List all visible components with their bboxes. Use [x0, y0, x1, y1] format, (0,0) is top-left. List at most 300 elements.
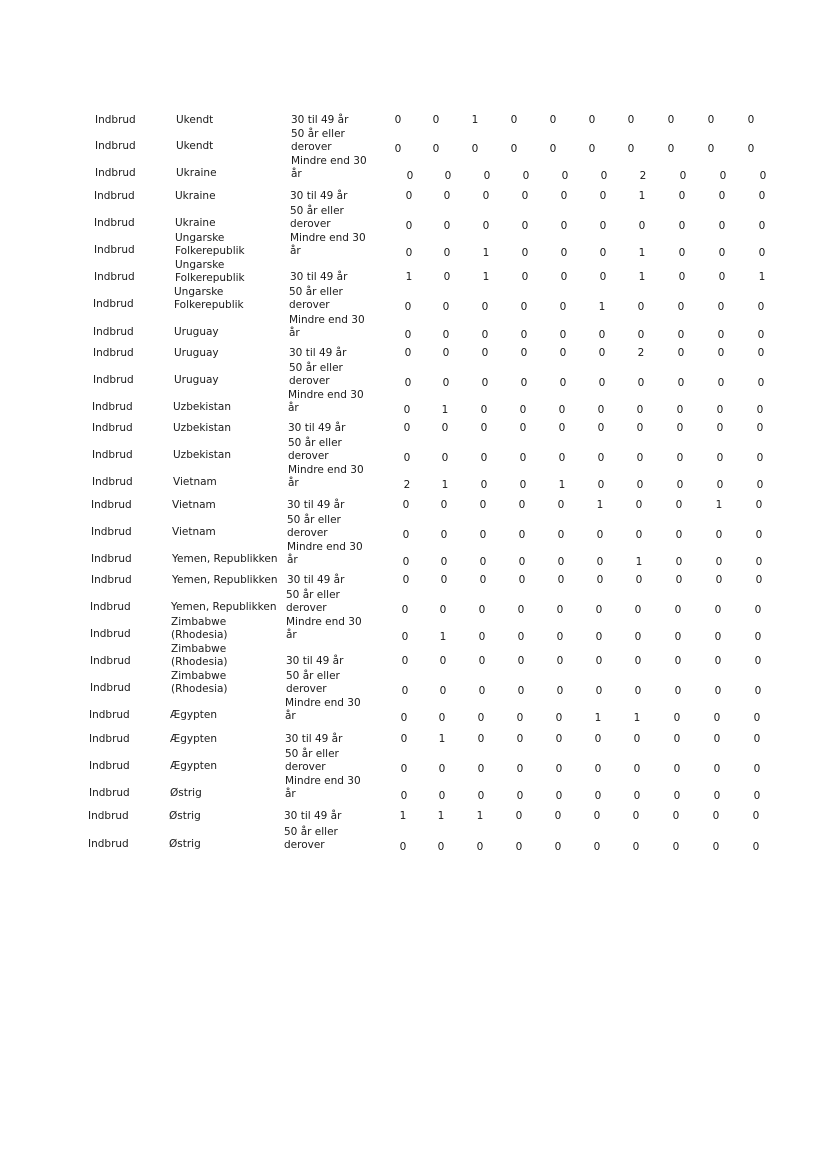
offense-type-cell: Indbrud: [94, 217, 135, 229]
country-cell: Ukraine: [175, 190, 216, 202]
country-cell: Yemen, Republikken: [171, 601, 277, 613]
count-cell: 0: [594, 790, 602, 802]
table-row: [0, 589, 828, 627]
count-cell: 0: [637, 329, 645, 341]
count-cell: 1: [476, 810, 484, 822]
country-cell: Yemen, Republikken: [172, 553, 278, 565]
table-row: [0, 286, 828, 324]
count-cell: 0: [678, 220, 686, 232]
count-cell: 0: [637, 377, 645, 389]
count-cell: 0: [715, 574, 723, 586]
count-cell: 0: [561, 170, 569, 182]
count-cell: 0: [596, 529, 604, 541]
count-cell: 0: [515, 810, 523, 822]
count-cell: 0: [596, 556, 604, 568]
count-cell: 0: [627, 143, 635, 155]
count-cell: 0: [677, 329, 685, 341]
table-row: [0, 499, 828, 525]
count-cell: 0: [441, 452, 449, 464]
count-cell: 0: [594, 733, 602, 745]
count-cell: 0: [400, 733, 408, 745]
count-cell: 0: [480, 452, 488, 464]
count-cell: 0: [559, 347, 567, 359]
count-cell: 0: [713, 790, 721, 802]
count-cell: 0: [635, 574, 643, 586]
age-group-cell: 50 år eller derover: [284, 826, 338, 851]
count-cell: 0: [713, 763, 721, 775]
count-cell: 0: [672, 810, 680, 822]
count-cell: 0: [598, 329, 606, 341]
age-group-cell: 30 til 49 år: [286, 655, 344, 667]
count-cell: 0: [480, 404, 488, 416]
table-row: [0, 128, 828, 166]
offense-type-cell: Indbrud: [95, 140, 136, 152]
offense-type-cell: Indbrud: [91, 526, 132, 538]
country-cell: Uruguay: [174, 326, 219, 338]
offense-type-cell: Indbrud: [91, 553, 132, 565]
offense-type-cell: Indbrud: [94, 271, 135, 283]
age-group-cell: Mindre end 30 år: [290, 232, 366, 257]
count-cell: 0: [674, 685, 682, 697]
table-row: [0, 205, 828, 243]
count-cell: 0: [440, 499, 448, 511]
count-cell: 0: [443, 247, 451, 259]
count-cell: 1: [638, 271, 646, 283]
count-cell: 0: [404, 301, 412, 313]
age-group-cell: Mindre end 30 år: [285, 697, 361, 722]
count-cell: 0: [404, 329, 412, 341]
country-cell: Ukraine: [176, 167, 217, 179]
offense-type-cell: Indbrud: [91, 574, 132, 586]
count-cell: 0: [549, 143, 557, 155]
count-cell: 0: [476, 841, 484, 853]
count-cell: 0: [717, 329, 725, 341]
count-cell: 0: [479, 529, 487, 541]
count-cell: 0: [677, 301, 685, 313]
count-cell: 0: [595, 604, 603, 616]
count-cell: 0: [755, 529, 763, 541]
count-cell: 0: [401, 655, 409, 667]
count-cell: 0: [635, 529, 643, 541]
count-cell: 0: [405, 220, 413, 232]
count-cell: 0: [521, 190, 529, 202]
offense-type-cell: Indbrud: [94, 190, 135, 202]
count-cell: 0: [440, 574, 448, 586]
count-cell: 0: [675, 556, 683, 568]
age-group-cell: 30 til 49 år: [291, 114, 349, 126]
count-cell: 0: [718, 220, 726, 232]
age-group-cell: 30 til 49 år: [290, 271, 348, 283]
country-cell: Yemen, Republikken: [172, 574, 278, 586]
count-cell: 0: [753, 712, 761, 724]
count-cell: 0: [404, 377, 412, 389]
age-group-cell: 30 til 49 år: [285, 733, 343, 745]
count-cell: 0: [595, 685, 603, 697]
offense-type-cell: Indbrud: [90, 682, 131, 694]
country-cell: Østrig: [169, 810, 201, 822]
count-cell: 0: [716, 452, 724, 464]
table-row: [0, 697, 828, 735]
count-cell: 0: [716, 404, 724, 416]
count-cell: 0: [401, 604, 409, 616]
table-row: [0, 347, 828, 373]
count-cell: 0: [521, 220, 529, 232]
age-group-cell: Mindre end 30 år: [286, 616, 362, 641]
country-cell: Vietnam: [172, 499, 216, 511]
count-cell: 0: [518, 556, 526, 568]
count-cell: 0: [481, 301, 489, 313]
count-cell: 0: [556, 685, 564, 697]
offense-type-cell: Indbrud: [90, 628, 131, 640]
count-cell: 0: [519, 422, 527, 434]
age-group-cell: 50 år eller derover: [290, 205, 344, 230]
offense-type-cell: Indbrud: [93, 347, 134, 359]
country-cell: Ungarske Folkerepublik: [175, 232, 245, 257]
count-cell: 0: [755, 574, 763, 586]
count-cell: 0: [756, 404, 764, 416]
table-row: [0, 670, 828, 708]
count-cell: 0: [599, 190, 607, 202]
count-cell: 0: [438, 763, 446, 775]
age-group-cell: 30 til 49 år: [284, 810, 342, 822]
count-cell: 0: [477, 763, 485, 775]
count-cell: 0: [632, 841, 640, 853]
count-cell: 0: [716, 422, 724, 434]
count-cell: 0: [560, 271, 568, 283]
offense-type-cell: Indbrud: [89, 760, 130, 772]
offense-type-cell: Indbrud: [90, 655, 131, 667]
table-row: [0, 826, 828, 864]
count-cell: 1: [715, 499, 723, 511]
age-group-cell: 30 til 49 år: [287, 574, 345, 586]
age-group-cell: 50 år eller derover: [285, 748, 339, 773]
country-cell: Ukendt: [176, 114, 214, 126]
count-cell: 0: [443, 271, 451, 283]
count-cell: 0: [559, 301, 567, 313]
table-row: [0, 232, 828, 270]
count-cell: 0: [480, 479, 488, 491]
count-cell: 1: [596, 499, 604, 511]
country-cell: Zimbabwe (Rhodesia): [171, 643, 228, 668]
offense-type-cell: Indbrud: [88, 838, 129, 850]
count-cell: 0: [755, 556, 763, 568]
count-cell: 0: [442, 301, 450, 313]
count-cell: 0: [560, 220, 568, 232]
count-cell: 0: [400, 763, 408, 775]
table-row: [0, 114, 828, 140]
count-cell: 0: [588, 114, 596, 126]
count-cell: 0: [439, 655, 447, 667]
table-row: [0, 616, 828, 654]
count-cell: 0: [517, 604, 525, 616]
offense-type-cell: Indbrud: [93, 298, 134, 310]
count-cell: 1: [471, 114, 479, 126]
count-cell: 0: [402, 556, 410, 568]
count-cell: 0: [675, 529, 683, 541]
count-cell: 0: [638, 220, 646, 232]
count-cell: 0: [394, 114, 402, 126]
count-cell: 0: [440, 529, 448, 541]
count-cell: 0: [516, 763, 524, 775]
count-cell: 0: [676, 422, 684, 434]
count-cell: 0: [555, 790, 563, 802]
count-cell: 0: [718, 190, 726, 202]
count-cell: 0: [676, 452, 684, 464]
offense-type-cell: Indbrud: [94, 244, 135, 256]
count-cell: 0: [667, 114, 675, 126]
table-row: [0, 514, 828, 552]
count-cell: 0: [554, 841, 562, 853]
count-cell: 0: [438, 712, 446, 724]
count-cell: 0: [400, 790, 408, 802]
count-cell: 0: [558, 422, 566, 434]
table-row: [0, 190, 828, 216]
count-cell: 0: [636, 452, 644, 464]
count-cell: 0: [558, 452, 566, 464]
count-cell: 0: [401, 685, 409, 697]
count-cell: 0: [753, 763, 761, 775]
age-group-cell: 50 år eller derover: [291, 128, 345, 153]
count-cell: 0: [519, 452, 527, 464]
offense-type-cell: Indbrud: [92, 422, 133, 434]
offense-type-cell: Indbrud: [92, 401, 133, 413]
count-cell: 0: [479, 499, 487, 511]
table-row: [0, 362, 828, 400]
table-row: [0, 437, 828, 475]
count-cell: 0: [679, 170, 687, 182]
count-cell: 0: [482, 190, 490, 202]
offense-type-cell: Indbrud: [95, 167, 136, 179]
count-cell: 0: [672, 841, 680, 853]
count-cell: 0: [674, 604, 682, 616]
count-cell: 0: [399, 841, 407, 853]
count-cell: 0: [598, 347, 606, 359]
count-cell: 0: [441, 422, 449, 434]
count-cell: 0: [480, 422, 488, 434]
offense-type-cell: Indbrud: [93, 326, 134, 338]
country-cell: Uzbekistan: [173, 422, 231, 434]
offense-type-cell: Indbrud: [88, 810, 129, 822]
count-cell: 0: [444, 170, 452, 182]
count-cell: 0: [557, 499, 565, 511]
count-cell: 0: [402, 529, 410, 541]
country-cell: Zimbabwe (Rhodesia): [171, 670, 228, 695]
count-cell: 0: [510, 114, 518, 126]
count-cell: 0: [675, 499, 683, 511]
count-cell: 0: [674, 631, 682, 643]
count-cell: 0: [471, 143, 479, 155]
count-cell: 0: [519, 479, 527, 491]
count-cell: 0: [678, 247, 686, 259]
count-cell: 0: [627, 114, 635, 126]
count-cell: 1: [598, 301, 606, 313]
offense-type-cell: Indbrud: [91, 499, 132, 511]
count-cell: 1: [405, 271, 413, 283]
age-group-cell: 30 til 49 år: [287, 499, 345, 511]
count-cell: 0: [594, 763, 602, 775]
count-cell: 0: [478, 604, 486, 616]
count-cell: 0: [673, 733, 681, 745]
count-cell: 0: [597, 404, 605, 416]
count-cell: 0: [717, 377, 725, 389]
table-row: [0, 643, 828, 681]
count-cell: 0: [517, 685, 525, 697]
count-cell: 0: [516, 712, 524, 724]
count-cell: 0: [439, 604, 447, 616]
count-cell: 1: [594, 712, 602, 724]
count-cell: 0: [394, 143, 402, 155]
count-cell: 0: [556, 604, 564, 616]
count-cell: 0: [757, 301, 765, 313]
count-cell: 0: [673, 712, 681, 724]
count-cell: 0: [403, 422, 411, 434]
count-cell: 0: [596, 574, 604, 586]
count-cell: 1: [399, 810, 407, 822]
count-cell: 0: [521, 271, 529, 283]
count-cell: 0: [593, 841, 601, 853]
count-cell: 0: [560, 247, 568, 259]
count-cell: 0: [755, 499, 763, 511]
count-cell: 0: [717, 347, 725, 359]
count-cell: 0: [712, 810, 720, 822]
count-cell: 1: [638, 190, 646, 202]
age-group-cell: 30 til 49 år: [290, 190, 348, 202]
count-cell: 0: [757, 347, 765, 359]
count-cell: 0: [593, 810, 601, 822]
count-cell: 0: [482, 220, 490, 232]
count-cell: 0: [588, 143, 596, 155]
count-cell: 0: [713, 733, 721, 745]
count-cell: 1: [482, 271, 490, 283]
count-cell: 0: [432, 143, 440, 155]
count-cell: 0: [438, 790, 446, 802]
count-cell: 0: [667, 143, 675, 155]
count-cell: 0: [516, 790, 524, 802]
age-group-cell: 50 år eller derover: [289, 286, 343, 311]
country-cell: Vietnam: [173, 476, 217, 488]
count-cell: 0: [516, 733, 524, 745]
count-cell: 0: [549, 114, 557, 126]
country-cell: Uzbekistan: [173, 401, 231, 413]
count-cell: 0: [634, 631, 642, 643]
count-cell: 0: [754, 685, 762, 697]
count-cell: 0: [517, 631, 525, 643]
count-cell: 0: [712, 841, 720, 853]
count-cell: 1: [635, 556, 643, 568]
count-cell: 0: [443, 190, 451, 202]
count-cell: 0: [477, 790, 485, 802]
count-cell: 0: [714, 631, 722, 643]
count-cell: 0: [437, 841, 445, 853]
count-cell: 0: [597, 479, 605, 491]
count-cell: 0: [754, 655, 762, 667]
age-group-cell: Mindre end 30 år: [288, 464, 364, 489]
count-cell: 0: [637, 301, 645, 313]
offense-type-cell: Indbrud: [89, 733, 130, 745]
count-cell: 0: [634, 604, 642, 616]
count-cell: 0: [518, 499, 526, 511]
age-group-cell: 50 år eller derover: [289, 362, 343, 387]
count-cell: 0: [520, 301, 528, 313]
count-cell: 0: [481, 377, 489, 389]
offense-type-cell: Indbrud: [89, 709, 130, 721]
count-cell: 0: [713, 712, 721, 724]
count-cell: 0: [402, 499, 410, 511]
count-cell: 0: [520, 377, 528, 389]
count-cell: 0: [636, 404, 644, 416]
count-cell: 0: [717, 301, 725, 313]
count-cell: 0: [518, 529, 526, 541]
count-cell: 0: [403, 452, 411, 464]
count-cell: 1: [441, 479, 449, 491]
count-cell: 0: [483, 170, 491, 182]
count-cell: 0: [756, 479, 764, 491]
count-cell: 1: [758, 271, 766, 283]
count-cell: 0: [715, 529, 723, 541]
count-cell: 0: [599, 247, 607, 259]
count-cell: 0: [633, 763, 641, 775]
count-cell: 0: [599, 220, 607, 232]
count-cell: 0: [519, 404, 527, 416]
count-cell: 0: [558, 404, 566, 416]
count-cell: 0: [752, 810, 760, 822]
count-cell: 0: [522, 170, 530, 182]
count-cell: 1: [437, 810, 445, 822]
count-cell: 0: [678, 271, 686, 283]
count-cell: 0: [440, 556, 448, 568]
count-cell: 0: [707, 114, 715, 126]
count-cell: 0: [673, 790, 681, 802]
age-group-cell: 50 år eller derover: [288, 437, 342, 462]
count-cell: 0: [443, 220, 451, 232]
age-group-cell: 50 år eller derover: [286, 589, 340, 614]
country-cell: Ægypten: [170, 733, 218, 745]
count-cell: 0: [481, 347, 489, 359]
count-cell: 0: [520, 329, 528, 341]
count-cell: 0: [479, 556, 487, 568]
count-cell: 0: [559, 377, 567, 389]
count-cell: 1: [638, 247, 646, 259]
country-cell: Ungarske Folkerepublik: [174, 286, 244, 311]
count-cell: 0: [403, 404, 411, 416]
table-row: [0, 259, 828, 297]
count-cell: 1: [439, 631, 447, 643]
age-group-cell: 30 til 49 år: [288, 422, 346, 434]
count-cell: 0: [478, 655, 486, 667]
count-cell: 0: [595, 631, 603, 643]
count-cell: 0: [477, 733, 485, 745]
count-cell: 0: [716, 479, 724, 491]
table-row: [0, 748, 828, 786]
count-cell: 0: [557, 556, 565, 568]
count-cell: 0: [477, 712, 485, 724]
count-cell: 0: [677, 377, 685, 389]
count-cell: 0: [557, 574, 565, 586]
count-cell: 0: [714, 685, 722, 697]
count-cell: 0: [674, 655, 682, 667]
count-cell: 0: [442, 329, 450, 341]
count-cell: 0: [405, 190, 413, 202]
count-cell: 0: [677, 347, 685, 359]
count-cell: 0: [555, 763, 563, 775]
count-cell: 0: [517, 655, 525, 667]
count-cell: 0: [515, 841, 523, 853]
count-cell: 0: [758, 190, 766, 202]
count-cell: 1: [438, 733, 446, 745]
country-cell: Uzbekistan: [173, 449, 231, 461]
count-cell: 0: [714, 655, 722, 667]
count-cell: 1: [558, 479, 566, 491]
